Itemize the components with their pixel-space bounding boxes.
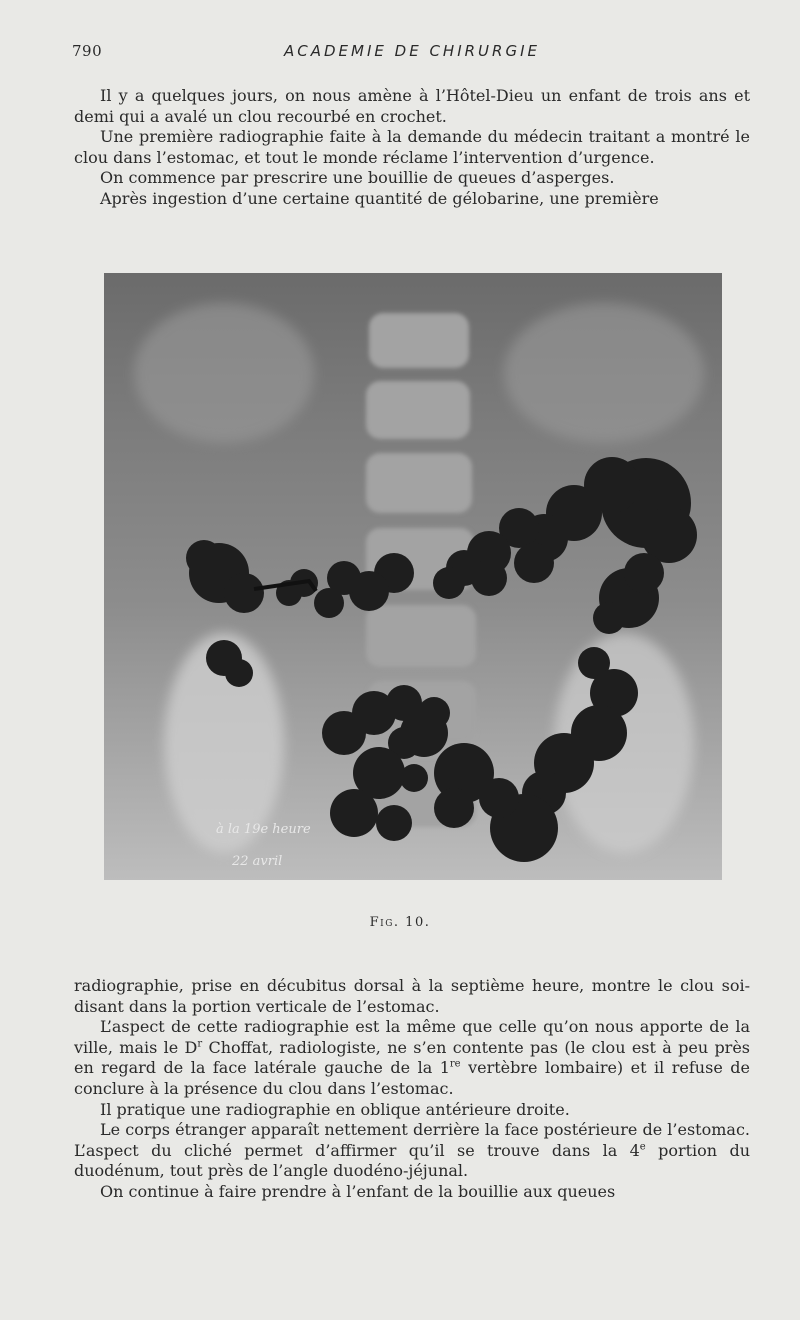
- vertebra: [366, 381, 470, 439]
- xray-image: [104, 273, 722, 880]
- paragraph: Après ingestion d’une certaine quantité de gélobarine, une première: [100, 188, 659, 208]
- handwriting-line-2: 22 avril: [232, 854, 283, 869]
- running-head: ACADEMIE DE CHIRURGIE: [284, 42, 540, 60]
- rib-shadow-right: [504, 303, 704, 443]
- figure-caption: Fig. 10.: [369, 915, 431, 930]
- rib-shadow-left: [134, 303, 314, 443]
- paragraph: Le corps étranger apparaît nettement derrière la face postérieure de l’estomac. L’aspect du cliché permet d’affirmer qu’il se trouve dans la 4e portion du duodénum, tout près de l’angle duodéno-jéjunal.: [74, 1120, 751, 1181]
- vertebra: [369, 313, 469, 368]
- top-text-block: [74, 86, 750, 210]
- handwriting-line-1: à la 19e heure: [216, 822, 311, 837]
- paragraph: radiographie, prise en décubitus dorsal à la septième heure, montre le clou soi-disant dans la portion verticale de l’estomac.: [74, 976, 750, 1016]
- paragraph: Il y a quelques jours, on nous amène à l’Hôtel-Dieu un enfant de trois ans et demi qui a avalé un clou recourbé en crochet.: [74, 86, 750, 126]
- paragraph: Une première radiographie faite à la demande du médecin traitant a montré le clou dans l’estomac, et tout le monde réclame l’intervention d’urgence.: [74, 127, 750, 167]
- paragraph: L’aspect de cette radiographie est la même que celle qu’on nous apporte de la ville, mais le $D^r$ Choffat, radiologiste, ne s’en contente pas (le clou est à peu près en regard de la face latérale gauche de la 1re vertèbre lombaire) et il refuse de conclure à la présence du clou dans l’estomac.: [74, 1017, 751, 1098]
- bottom-text-block: [74, 976, 750, 1203]
- paragraph: On commence par prescrire une bouillie de queues d’asperges.: [100, 168, 615, 188]
- paragraph: Il pratique une radiographie en oblique antérieure droite.: [100, 1099, 570, 1119]
- vertebra: [366, 453, 472, 513]
- vertebra: [366, 605, 476, 667]
- paragraph: On continue à faire prendre à l’enfant de la bouillie aux queues: [100, 1181, 616, 1201]
- xray-figure: [104, 273, 722, 880]
- page-header: [72, 42, 752, 66]
- page-number: 790: [72, 42, 103, 60]
